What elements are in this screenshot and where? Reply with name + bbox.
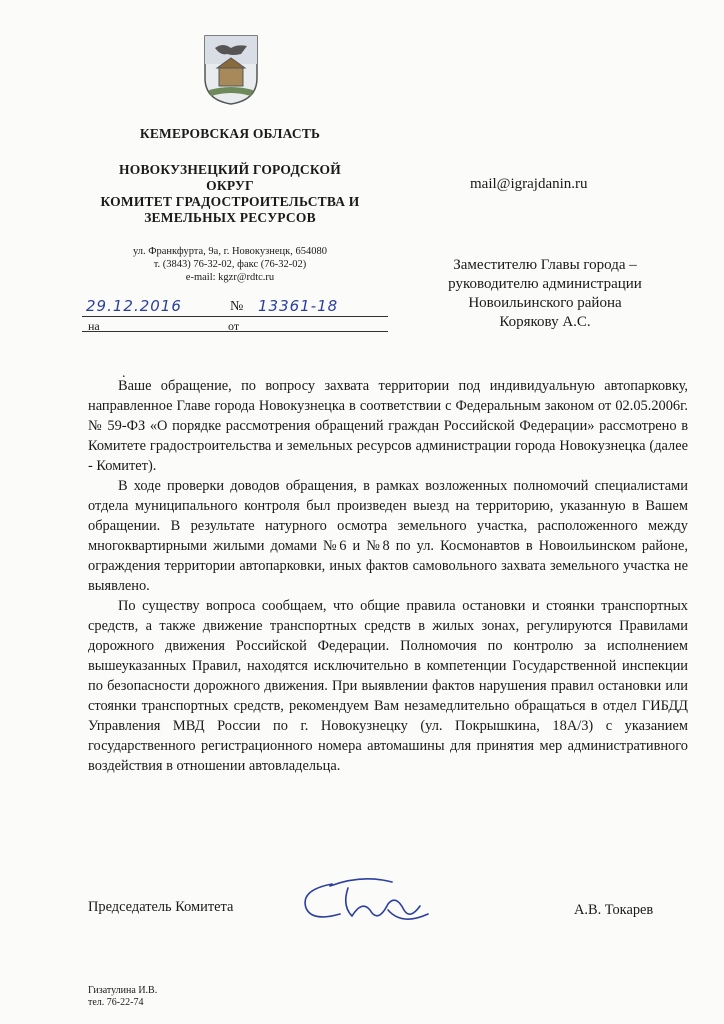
- addressee-line: Новоильинского района: [468, 295, 622, 311]
- executor-info: [88, 985, 157, 1009]
- handwritten-signature: [292, 870, 442, 940]
- org-address: [100, 245, 360, 284]
- letter-body: [88, 376, 688, 776]
- region-name: КЕМЕРОВСКАЯ ОБЛАСТЬ: [139, 126, 321, 141]
- stray-dot: .: [122, 366, 126, 381]
- registration-date: 29.12.2016: [86, 297, 182, 315]
- executor-phone: тел. 76-22-74: [88, 997, 144, 1008]
- number-sign: №: [230, 299, 244, 314]
- org-line: ЗЕМЕЛЬНЫХ РЕСУРСОВ: [144, 210, 316, 225]
- addressee-line: руководителю администрации: [448, 276, 642, 292]
- org-line: ОКРУГ: [206, 178, 254, 193]
- phone-line: т. (3843) 76-32-02, факс (76-32-02): [153, 259, 307, 270]
- email-line: e-mail: kgzr@rdtc.ru: [185, 272, 275, 283]
- body-paragraph: Ваше обращение, по вопросу захвата территории под индивидуальную автопарковку, направленное Главе города Новокузнецка в соответствии с Федеральным законом от 02.05.2006г. № 59-ФЗ «О порядке рассмотрения обращений граждан Российской Федерации» рассмотрено в Комитете градостроительства и земельных ресурсов администрации города Новокузнецка (далее - Комитет).: [88, 378, 688, 474]
- coat-of-arms-icon: [203, 34, 259, 106]
- body-paragraph: По существу вопроса сообщаем, что общие правила остановки и стоянки транспортных средств, а также движение транспортных средств в жилых зонах, регулируются Правилами дорожного движения Российской Федерации. Полномочия по контролю за исполнением вышеуказанных Правил, находятся исключительно в компетенции Государственной инспекции по безопасности дорожного движения. При выявлении фактов нарушения правил остановки или стоянки транспортных средств, рекомендуем Вам незамедлительно обращаться в отдел ГИБДД Управления МВД России по г. Новокузнецку (ул. Покрышкина, 18А/3) с указанием государственного регистрационного номера автомашины для принятия мер административного воздействия в отношении автовладельца.: [88, 598, 688, 774]
- address-line: ул. Франкфурта, 9а, г. Новокузнецк, 654080: [132, 246, 328, 257]
- addressee-block: [410, 256, 680, 332]
- executor-name: Гизатулина И.В.: [88, 985, 158, 996]
- signer-name: А.В. Токарев: [574, 902, 654, 918]
- registration-number: 13361-18: [258, 297, 339, 315]
- organization-name: [80, 162, 380, 226]
- body-paragraph: В ходе проверки доводов обращения, в рамках возложенных полномочий специалистами отдела муниципального контроля был произведен выезд на территорию, указанную в Вашем обращении. В результате натурного осмотра земельного участка, расположенного между многоквартирными жилыми домами №6 и №8 по ул. Космонавтов в Новоильинском районе, ограждения территории автопарковки, иных фактов самовольного захвата земельного участка не выявлено.: [88, 478, 688, 594]
- org-line: КОМИТЕТ ГРАДОСТРОИТЕЛЬСТВА И: [100, 194, 360, 209]
- signer-title: Председатель Комитета: [88, 899, 234, 915]
- reference-na-label: на: [88, 319, 100, 333]
- sender-email: mail@igrajdanin.ru: [470, 176, 588, 192]
- reference-ot-label: от: [228, 319, 240, 333]
- addressee-line: Корякову А.С.: [499, 314, 591, 330]
- org-line: НОВОКУЗНЕЦКИЙ ГОРОДСКОЙ: [119, 162, 341, 177]
- addressee-line: Заместителю Главы города –: [453, 257, 637, 273]
- registration-underline: [82, 316, 388, 317]
